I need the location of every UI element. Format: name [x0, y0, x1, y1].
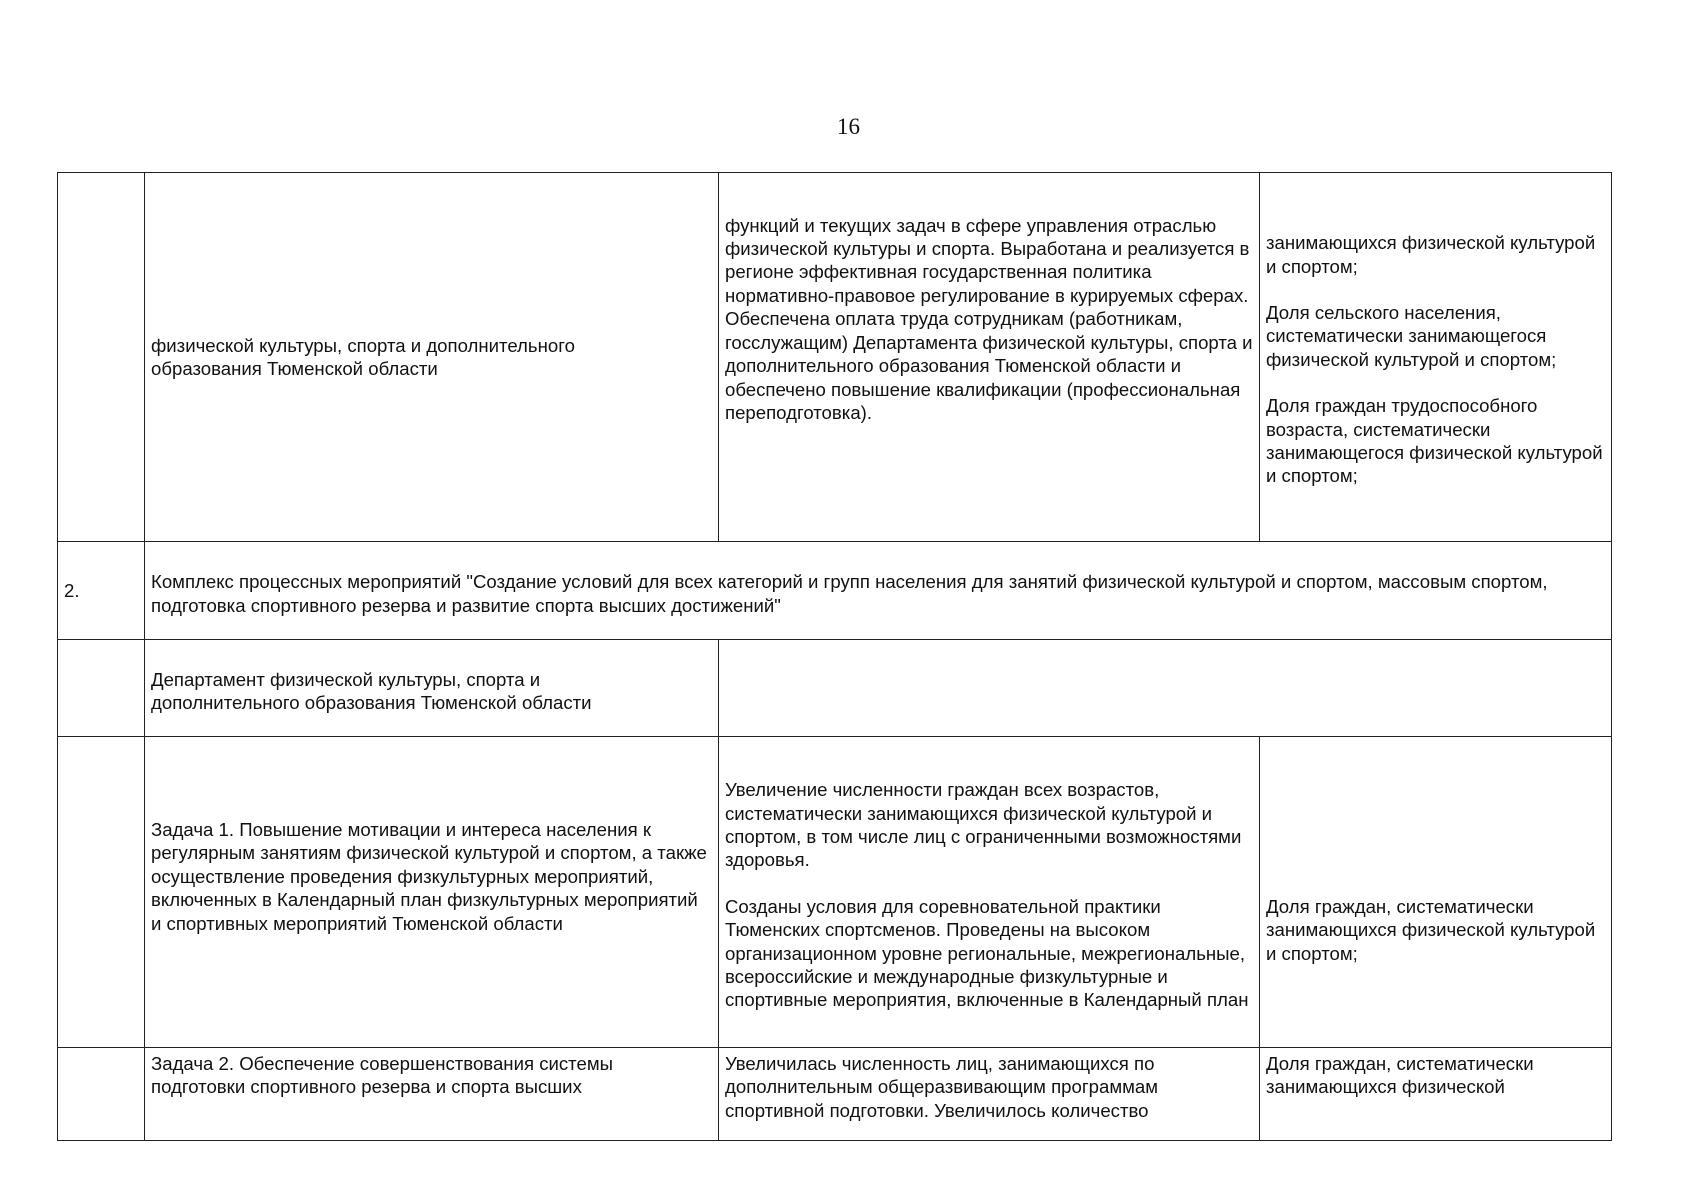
indicator-cell: Доля граждан, систематически занимающихся физической культурой и спортом;	[1260, 737, 1612, 1048]
measures-table	[57, 172, 1612, 1141]
row-number-cell	[58, 1048, 145, 1141]
indicator-text: Доля граждан, систематически занимающихся физической	[1266, 1053, 1534, 1098]
indicator-text: Доля сельского населения, систематически занимающегося физической культурой и спортом;	[1266, 301, 1557, 370]
table-row	[58, 737, 1612, 1048]
task-cell	[145, 1048, 719, 1141]
result-cell: функций и текущих задач в сфере управления отраслью физической культуры и спорта. Выработана и реализуется в регионе эффективная государственная политика нормативно-правовое регулирование в курируемых сферах. Обеспечена оплата труда сотрудникам (работникам, госслужащим) Департамента физической культуры, спорта и дополнительного образования Тюменской области и обеспечено повышение квалификации (профессиональная переподготовка).	[719, 173, 1260, 542]
table-row	[58, 173, 1612, 542]
result-text: Увеличение численности граждан всех возрастов, систематически занимающихся физической культурой и спортом, в том числе лиц с ограниченными возможностями здоровья.	[725, 779, 1242, 871]
table-row	[58, 542, 1612, 640]
empty-cell	[719, 640, 1612, 737]
row-number-cell	[58, 173, 145, 542]
process-complex-title: Комплекс процессных мероприятий "Создание условий для всех категорий и групп населения для занятий физической культурой и спортом, массовым спортом, подготовка спортивного резерва и развитие спорта высших достижений"	[145, 542, 1612, 640]
executor-cell: физической культуры, спорта и дополнительного образования Тюменской области	[145, 173, 719, 542]
indicator-text: Доля граждан трудоспособного возраста, систематически занимающегося физической культурой и спортом;	[1266, 395, 1603, 487]
result-cell	[719, 1048, 1260, 1141]
indicator-cell	[1260, 1048, 1612, 1141]
task-cell: Задача 1. Повышение мотивации и интереса населения к регулярным занятиям физической культурой и спортом, а также осуществление проведения физкультурных мероприятий, включенных в Календарный план физкультурных мероприятий и спортивных мероприятий Тюменской области	[145, 737, 719, 1048]
result-text: Созданы условия для соревновательной практики Тюменских спортсменов. Проведены на высоком организационном уровне региональные, межрегиональные, всероссийские и международные физкультурные и спортивные мероприятия, включенные в Календарный план	[725, 895, 1249, 1011]
row-number-cell	[58, 737, 145, 1048]
result-cell	[719, 737, 1260, 1048]
row-number-cell	[58, 640, 145, 737]
task-text: Задача 2. Обеспечение совершенствования системы подготовки спортивного резерва и спорта высших	[151, 1053, 613, 1098]
result-text: Увеличилась численность лиц, занимающихся по дополнительным общеразвивающим программам спортивной подготовки. Увеличилось количество	[725, 1053, 1159, 1121]
page-number: 16	[837, 114, 860, 139]
row-number-cell: 2.	[58, 542, 145, 640]
table-row	[58, 1048, 1612, 1141]
table-row	[58, 640, 1612, 737]
indicator-cell	[1260, 173, 1612, 542]
department-cell: Департамент физической культуры, спорта и дополнительного образования Тюменской области	[145, 640, 719, 737]
indicator-text: занимающихся физической культурой и спортом;	[1266, 232, 1596, 277]
